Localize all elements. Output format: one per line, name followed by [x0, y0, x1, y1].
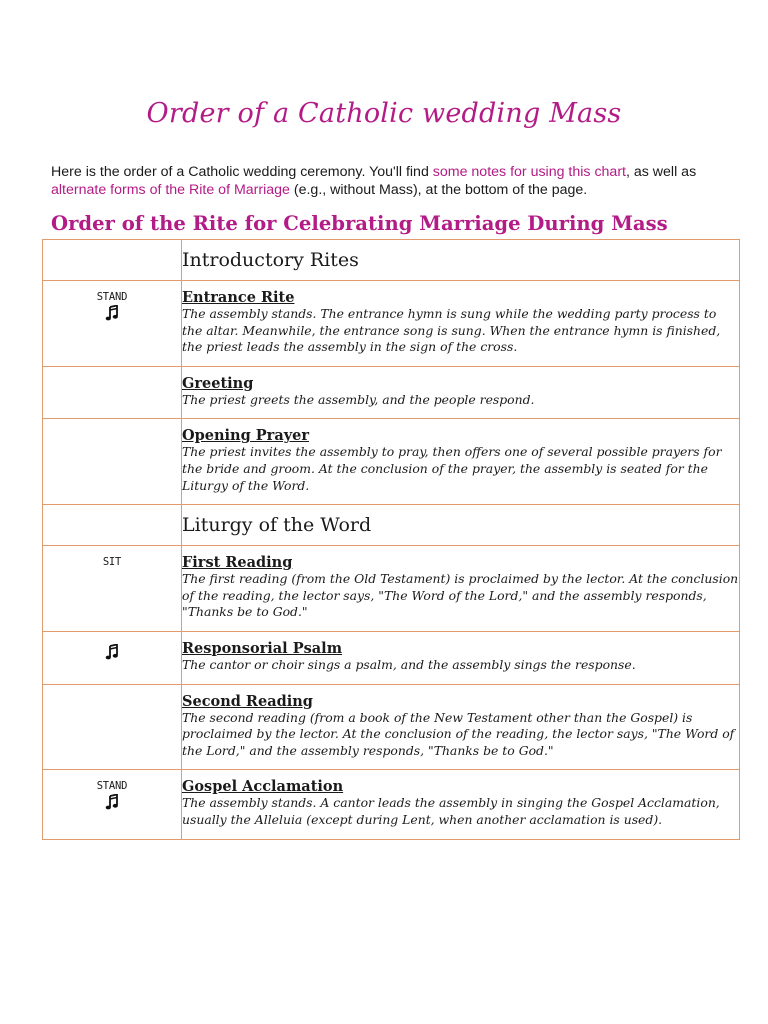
item-desc-first-reading: The first reading (from the Old Testament) is proclaimed by the lector. At the conclusion of the reading, the lector says, "The Word of the Lord," and the assembly responds, "Thanks be to God." — [182, 571, 739, 620]
posture-cell — [43, 240, 182, 281]
item-desc-opening-prayer: The priest invites the assembly to pray, then offers one of several possible prayers for the bride and groom. At the conclusion of the prayer, the assembly is seated for the Liturgy of the Word. — [182, 444, 722, 493]
notes-link[interactable]: some notes for using this chart — [432, 164, 626, 180]
music-note-icon — [105, 305, 119, 321]
table-row-liturgy-of-the-word — [43, 505, 740, 546]
group-title-introductory-rites: Introductory Rites — [182, 249, 359, 271]
item-desc-entrance-rite: The assembly stands. The entrance hymn is sung while the wedding party process to the altar. Meanwhile, the entrance song is sung. When the entrance hymn is finished, the priest leads the assembly in the sign of the cross. — [182, 306, 721, 355]
content-cell — [182, 281, 740, 367]
rite-table — [42, 239, 740, 840]
posture-cell — [43, 366, 182, 419]
table-row-gospel-acclamation — [43, 770, 740, 839]
posture-cell — [43, 281, 182, 367]
table-row-second-reading — [43, 684, 740, 770]
content-cell — [182, 366, 740, 419]
item-title-first-reading: First Reading — [182, 554, 293, 572]
section-heading: Order of the Rite for Celebrating Marriage During Mass — [51, 212, 668, 235]
content-cell — [182, 684, 740, 770]
item-title-entrance-rite: Entrance Rite — [182, 289, 295, 306]
intro-text-2: , as well as — [625, 164, 697, 180]
content-cell — [182, 240, 740, 281]
content-cell — [182, 505, 740, 546]
alternate-forms-link[interactable]: alternate forms of the Rite of Marriage — [51, 182, 290, 198]
posture-label: STAND — [96, 291, 128, 303]
item-desc-second-reading: The second reading (from a book of the New Testament other than the Gospel) is proclaimed by the lector. At the conclusion of the reading, the lector says, "The Word of the Lord," and the assembly responds, "Thanks be to God." — [182, 709, 735, 758]
posture-cell — [43, 631, 182, 684]
table-row-introductory-rites — [43, 240, 740, 281]
page-title: Order of a Catholic wedding Mass — [146, 98, 622, 129]
posture-cell — [43, 770, 182, 839]
content-cell — [182, 631, 740, 684]
content-cell — [182, 546, 740, 632]
table-row-first-reading — [43, 546, 740, 632]
group-title-liturgy-of-the-word: Liturgy of the Word — [182, 514, 372, 537]
intro-text-3: (e.g., without Mass), at the bottom of the page. — [289, 182, 588, 198]
table-row-opening-prayer — [43, 419, 740, 505]
intro-paragraph — [51, 163, 731, 199]
content-cell — [182, 770, 740, 839]
table-row-responsorial-psalm — [43, 631, 740, 684]
content-cell — [182, 419, 740, 505]
item-title-opening-prayer: Opening Prayer — [182, 427, 310, 445]
table-row-greeting — [43, 366, 740, 419]
rite-table-body — [43, 240, 740, 840]
item-title-greeting: Greeting — [182, 374, 254, 392]
posture-cell — [43, 546, 182, 632]
posture-cell — [43, 419, 182, 505]
item-title-second-reading: Second Reading — [182, 692, 313, 710]
item-desc-responsorial-psalm: The cantor or choir sings a psalm, and the assembly sings the response. — [182, 656, 636, 672]
item-title-gospel-acclamation: Gospel Acclamation — [182, 778, 344, 796]
item-title-responsorial-psalm: Responsorial Psalm — [182, 639, 343, 657]
posture-cell — [43, 684, 182, 770]
posture-cell — [43, 505, 182, 546]
table-row-entrance-rite — [43, 281, 740, 367]
posture-label: STAND — [96, 780, 128, 793]
item-desc-greeting: The priest greets the assembly, and the people respond. — [182, 391, 535, 407]
item-desc-gospel-acclamation: The assembly stands. A cantor leads the assembly in singing the Gospel Acclamation, usually the Alleluia (except during Lent, when another acclamation is used). — [182, 795, 720, 827]
music-note-icon — [105, 644, 119, 660]
posture-label: SIT — [102, 556, 122, 569]
intro-text-1: Here is the order of a Catholic wedding ceremony. You'll find — [51, 164, 433, 180]
music-note-icon — [105, 794, 119, 810]
